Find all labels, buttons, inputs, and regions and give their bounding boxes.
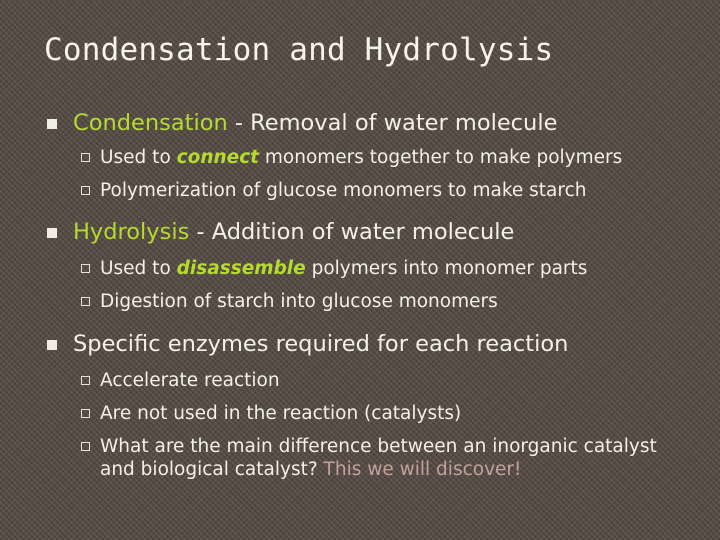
bullet-enzymes <box>44 329 684 359</box>
sub-text: Digestion of starch into glucose monomers <box>100 291 498 312</box>
sub-text: polymers into monomer parts <box>305 258 588 279</box>
bullet-condensation <box>44 108 684 138</box>
hydrolysis-definition: - Addition of water molecule <box>189 219 515 245</box>
hollow-square-bullet-icon <box>81 297 90 306</box>
sub-bullet-digestion <box>44 290 684 313</box>
square-bullet-icon <box>47 340 57 350</box>
sub-bullet-accelerate <box>44 369 684 392</box>
condensation-definition: - Removal of water molecule <box>227 110 558 136</box>
sub-bullet-polymerization <box>44 179 684 202</box>
sub-text: What are the main difference between an inorganic catalyst and biological catalyst? <box>100 436 657 480</box>
sub-text: Polymerization of glucose monomers to make starch <box>100 180 587 201</box>
sub-text: Accelerate reaction <box>100 370 280 391</box>
slide-body <box>44 108 684 481</box>
hollow-square-bullet-icon <box>81 186 90 195</box>
hollow-square-bullet-icon <box>81 376 90 385</box>
square-bullet-icon <box>47 228 57 238</box>
sub-text: Used to <box>100 147 177 168</box>
term-condensation: Condensation <box>73 110 228 136</box>
sub-text: Used to <box>100 258 177 279</box>
emphasis-connect: connect <box>176 147 260 168</box>
slide-title: Condensation and Hydrolysis <box>44 32 554 68</box>
hollow-square-bullet-icon <box>81 153 90 162</box>
hollow-square-bullet-icon <box>81 442 90 451</box>
enzymes-heading: Specific enzymes required for each reaction <box>73 331 569 357</box>
emphasis-disassemble: disassemble <box>176 258 306 279</box>
hollow-square-bullet-icon <box>81 264 90 273</box>
sub-bullet-connect <box>44 146 684 169</box>
sub-bullet-question <box>44 435 684 481</box>
discover-callout: This we will discover! <box>323 459 522 480</box>
sub-text: Are not used in the reaction (catalysts) <box>100 403 462 424</box>
square-bullet-icon <box>47 119 57 129</box>
hollow-square-bullet-icon <box>81 409 90 418</box>
bullet-hydrolysis <box>44 217 684 247</box>
sub-bullet-catalysts <box>44 402 684 425</box>
term-hydrolysis: Hydrolysis <box>73 219 190 245</box>
sub-bullet-disassemble <box>44 257 684 280</box>
sub-text: monomers together to make polymers <box>259 147 623 168</box>
